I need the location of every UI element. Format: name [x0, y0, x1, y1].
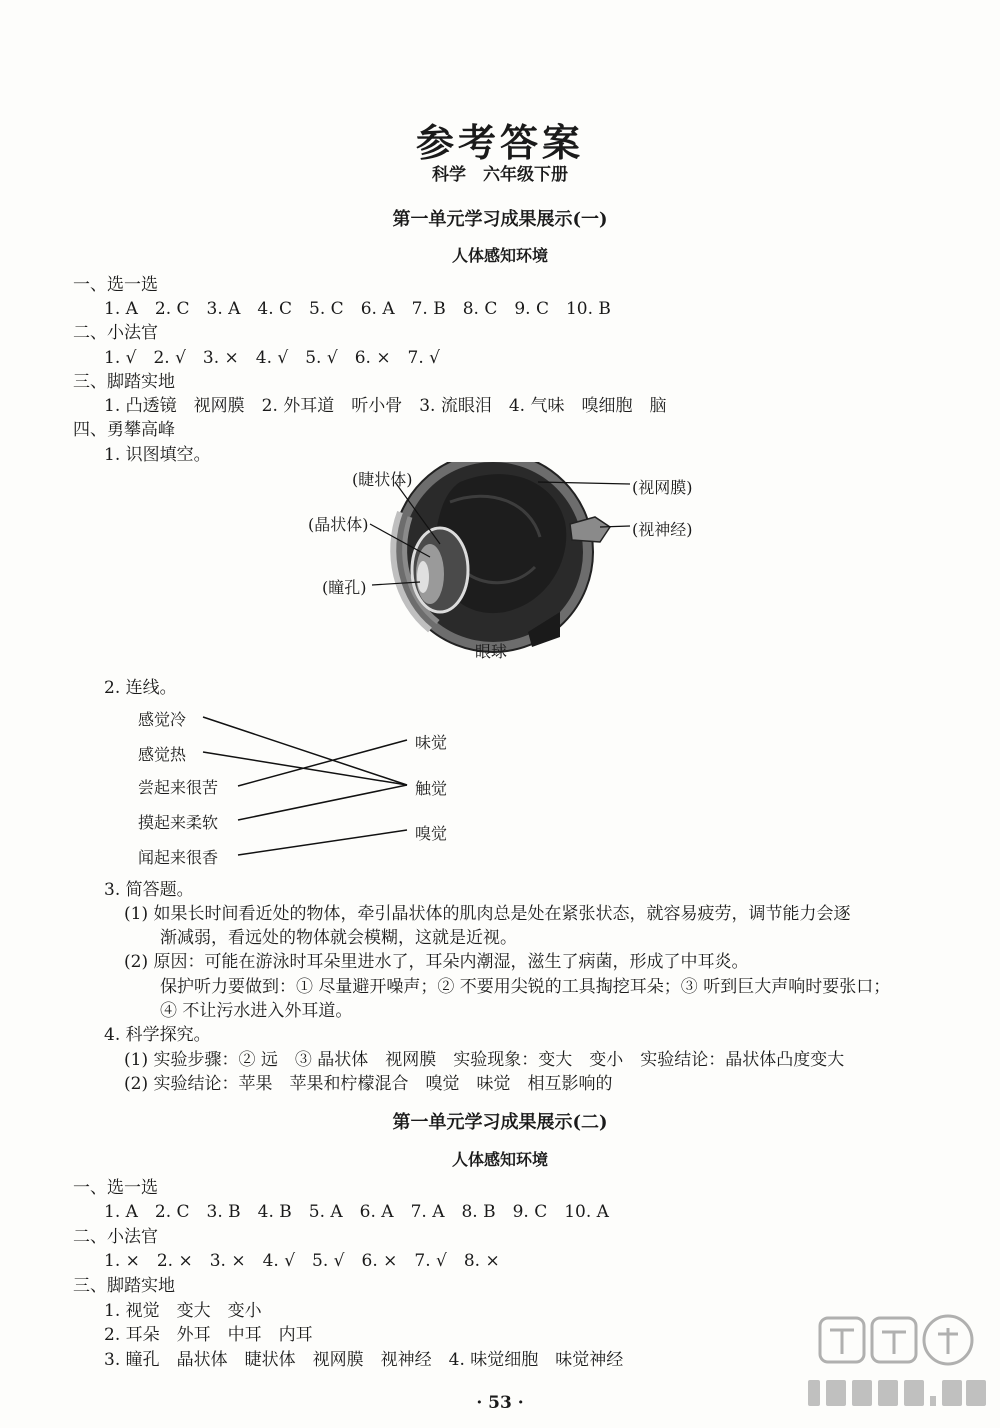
- page-subtitle: 科学 六年级下册: [432, 165, 568, 185]
- match-line-bitter-taste: [238, 740, 407, 786]
- eye-label-ciliary: (睫状体): [352, 470, 413, 489]
- watermark-logo: [800, 1310, 990, 1420]
- matching-right-taste: 味觉: [415, 733, 448, 752]
- question1-label: 1. 识图填空。: [104, 445, 211, 465]
- unit1-topic: 人体感知环境: [451, 246, 548, 265]
- eye-label-retina: (视网膜): [632, 478, 693, 497]
- matching-right-touch: 触觉: [415, 779, 448, 798]
- unit1-section1-title: 一、选一选: [73, 275, 158, 295]
- eye-label-pupil: (瞳孔): [322, 578, 367, 597]
- matching-left-fragrant: 闻起来很香: [138, 848, 219, 867]
- matching-right-smell: 嗅觉: [415, 824, 448, 843]
- unit2-section2-answers: 1. × 2. × 3. × 4. √ 5. √ 6. × 7. √ 8. ×: [104, 1251, 500, 1271]
- unit2-section2-title: 二、小法官: [73, 1227, 158, 1247]
- match-line-soft-touch: [238, 785, 407, 820]
- unit2-heading: 第一单元学习成果展示(二): [392, 1112, 608, 1133]
- match-line-cold-touch: [203, 717, 407, 785]
- q3-answer2-line2: 保护听力要做到：① 尽量避开噪声；② 不要用尖锐的工具掏挖耳朵；③ 听到巨大声响时要张口；: [160, 977, 891, 997]
- eye-label-optic-nerve: (视神经): [632, 520, 693, 539]
- question3-label: 3. 简答题。: [104, 880, 194, 900]
- question2-label: 2. 连线。: [104, 678, 177, 698]
- unit2-section3-title: 三、脚踏实地: [73, 1276, 175, 1296]
- unit1-section1-answers: 1. A 2. C 3. A 4. C 5. C 6. A 7. B 8. C 9. C 10. B: [104, 299, 611, 319]
- q3-answer2-line1: (2) 原因：可能在游泳时耳朵里进水了，耳朵内潮湿，滋生了病菌，形成了中耳炎。: [124, 952, 749, 972]
- page-number: · 53 ·: [476, 1393, 524, 1413]
- eye-label-lens: (晶状体): [308, 515, 369, 534]
- unit2-section3-answer1: 1. 视觉 变大 变小: [104, 1301, 262, 1321]
- matching-left-bitter: 尝起来很苦: [138, 778, 219, 797]
- unit1-section4-title: 四、勇攀高峰: [73, 420, 175, 440]
- q4-answer1: (1) 实验步骤：② 远 ③ 晶状体 视网膜 实验现象：变大 变小 实验结论：晶状体凸度变大: [124, 1050, 845, 1070]
- matching-left-hot: 感觉热: [138, 745, 187, 764]
- unit1-section3-title: 三、脚踏实地: [73, 372, 175, 392]
- unit1-section2-title: 二、小法官: [73, 323, 158, 343]
- unit2-topic: 人体感知环境: [451, 1150, 548, 1169]
- matching-left-soft: 摸起来柔软: [138, 813, 219, 832]
- q3-answer1-line1: (1) 如果长时间看近处的物体，牵引晶状体的肌肉总是处在紧张状态，就容易疲劳，调节能力会逐: [124, 904, 851, 924]
- eye-caption: 眼球: [475, 642, 508, 661]
- q4-answer2: (2) 实验结论：苹果 苹果和柠檬混合 嗅觉 味觉 相互影响的: [124, 1074, 613, 1094]
- q3-answer2-line3: ④ 不让污水进入外耳道。: [160, 1001, 353, 1021]
- question4-label: 4. 科学探究。: [104, 1025, 211, 1045]
- q3-answer1-line2: 渐减弱，看远处的物体就会模糊，这就是近视。: [160, 928, 517, 948]
- unit2-section1-answers: 1. A 2. C 3. B 4. B 5. A 6. A 7. A 8. B 9. C 10. A: [104, 1202, 609, 1222]
- unit2-section3-answer2: 2. 耳朵 外耳 中耳 内耳: [104, 1325, 313, 1345]
- unit2-section1-title: 一、选一选: [73, 1178, 158, 1198]
- unit1-heading: 第一单元学习成果展示(一): [392, 209, 608, 230]
- unit1-section2-answers: 1. √ 2. √ 3. × 4. √ 5. √ 6. × 7. √: [104, 348, 441, 368]
- unit2-section3-answer3: 3. 瞳孔 晶状体 睫状体 视网膜 视神经 4. 味觉细胞 味觉神经: [104, 1350, 624, 1370]
- match-line-fragrant-smell: [238, 830, 407, 855]
- unit1-section3-answers: 1. 凸透镜 视网膜 2. 外耳道 听小骨 3. 流眼泪 4. 气味 嗅细胞 脑: [104, 396, 667, 416]
- page-title: 参考答案: [415, 120, 584, 165]
- matching-left-cold: 感觉冷: [138, 710, 187, 729]
